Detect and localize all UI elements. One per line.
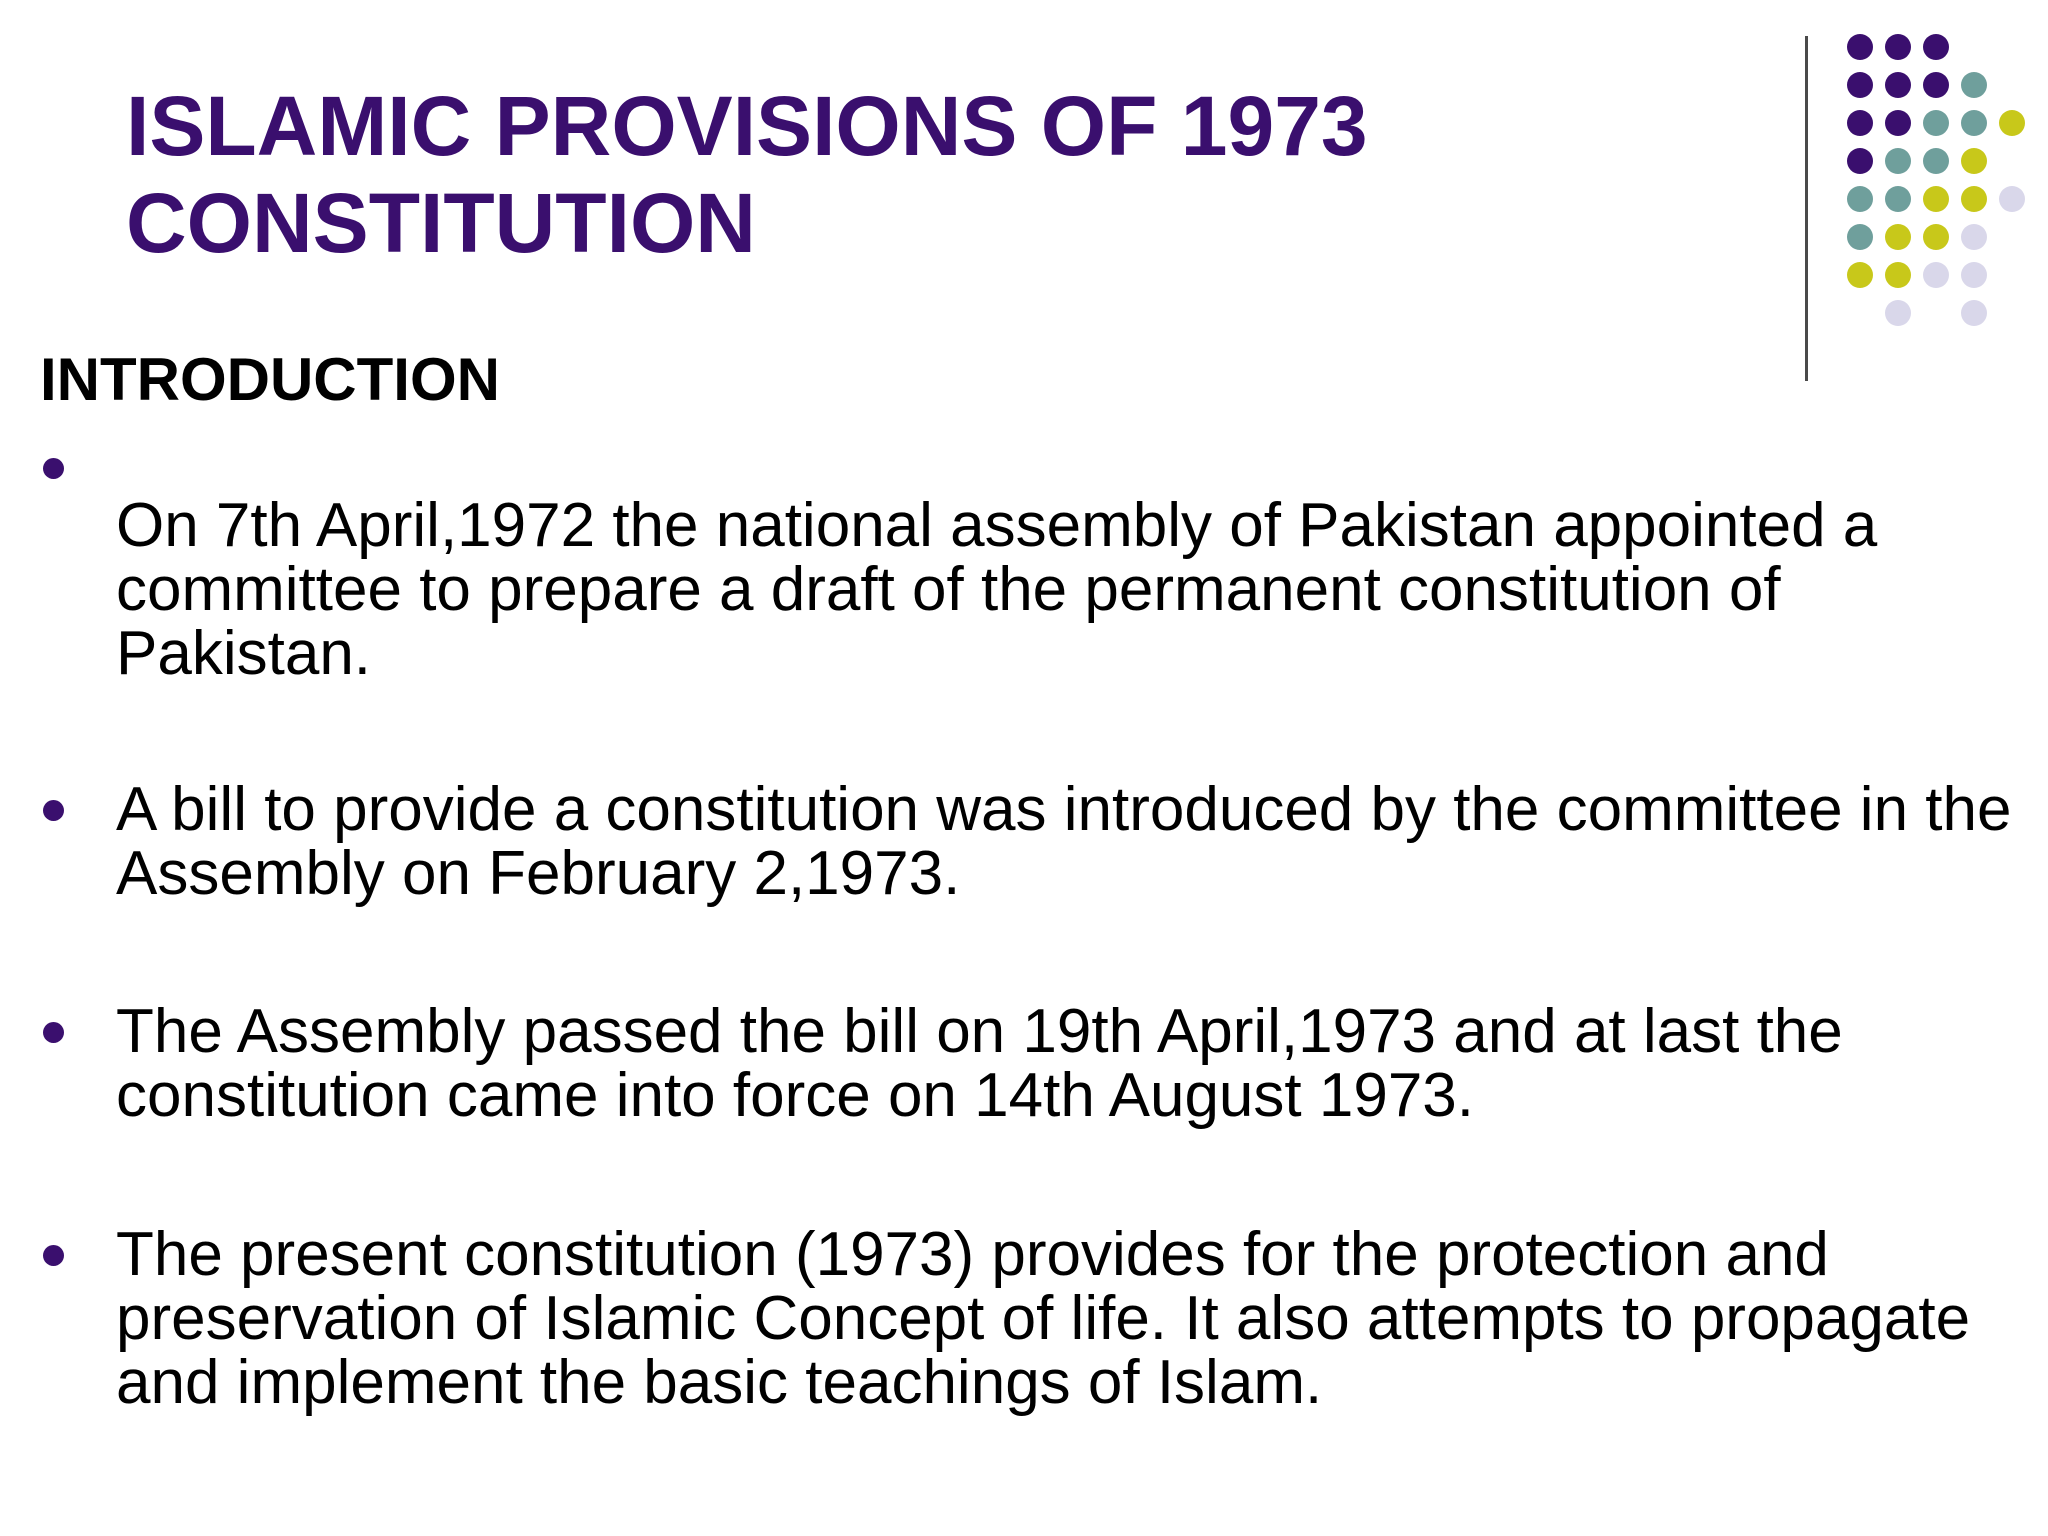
bullet-text-4: The present constitution (1973) provides for the protection and preservation of Islamic Concept of life. It also attempts to propagate and implement the basic teachings of Islam. xyxy=(116,1220,1971,1417)
bullet-text-1: On 7th April,1972 the national assembly of Pakistan appointed a committee to prepare a draft of the permanent constitution of Pakistan. xyxy=(116,491,1878,688)
section-heading-introduction: INTRODUCTION xyxy=(40,346,500,413)
bullet-text-2: A bill to provide a constitution was introduced by the committee in the Assembly on February 2,1973. xyxy=(116,775,2012,908)
slide-title-line-1: ISLAMIC PROVISIONS OF 1973 xyxy=(126,79,1368,173)
bullet-dot-icon xyxy=(43,800,64,821)
slide-title-line-2: CONSTITUTION xyxy=(126,176,756,270)
bullet-dot-icon xyxy=(43,1245,64,1266)
bullet-text-3: The Assembly passed the bill on 19th April,1973 and at last the constitution came into force on 14th August 1973. xyxy=(116,997,1843,1130)
bullet-dot-icon xyxy=(43,1022,64,1043)
bullet-dot-icon xyxy=(43,458,64,479)
